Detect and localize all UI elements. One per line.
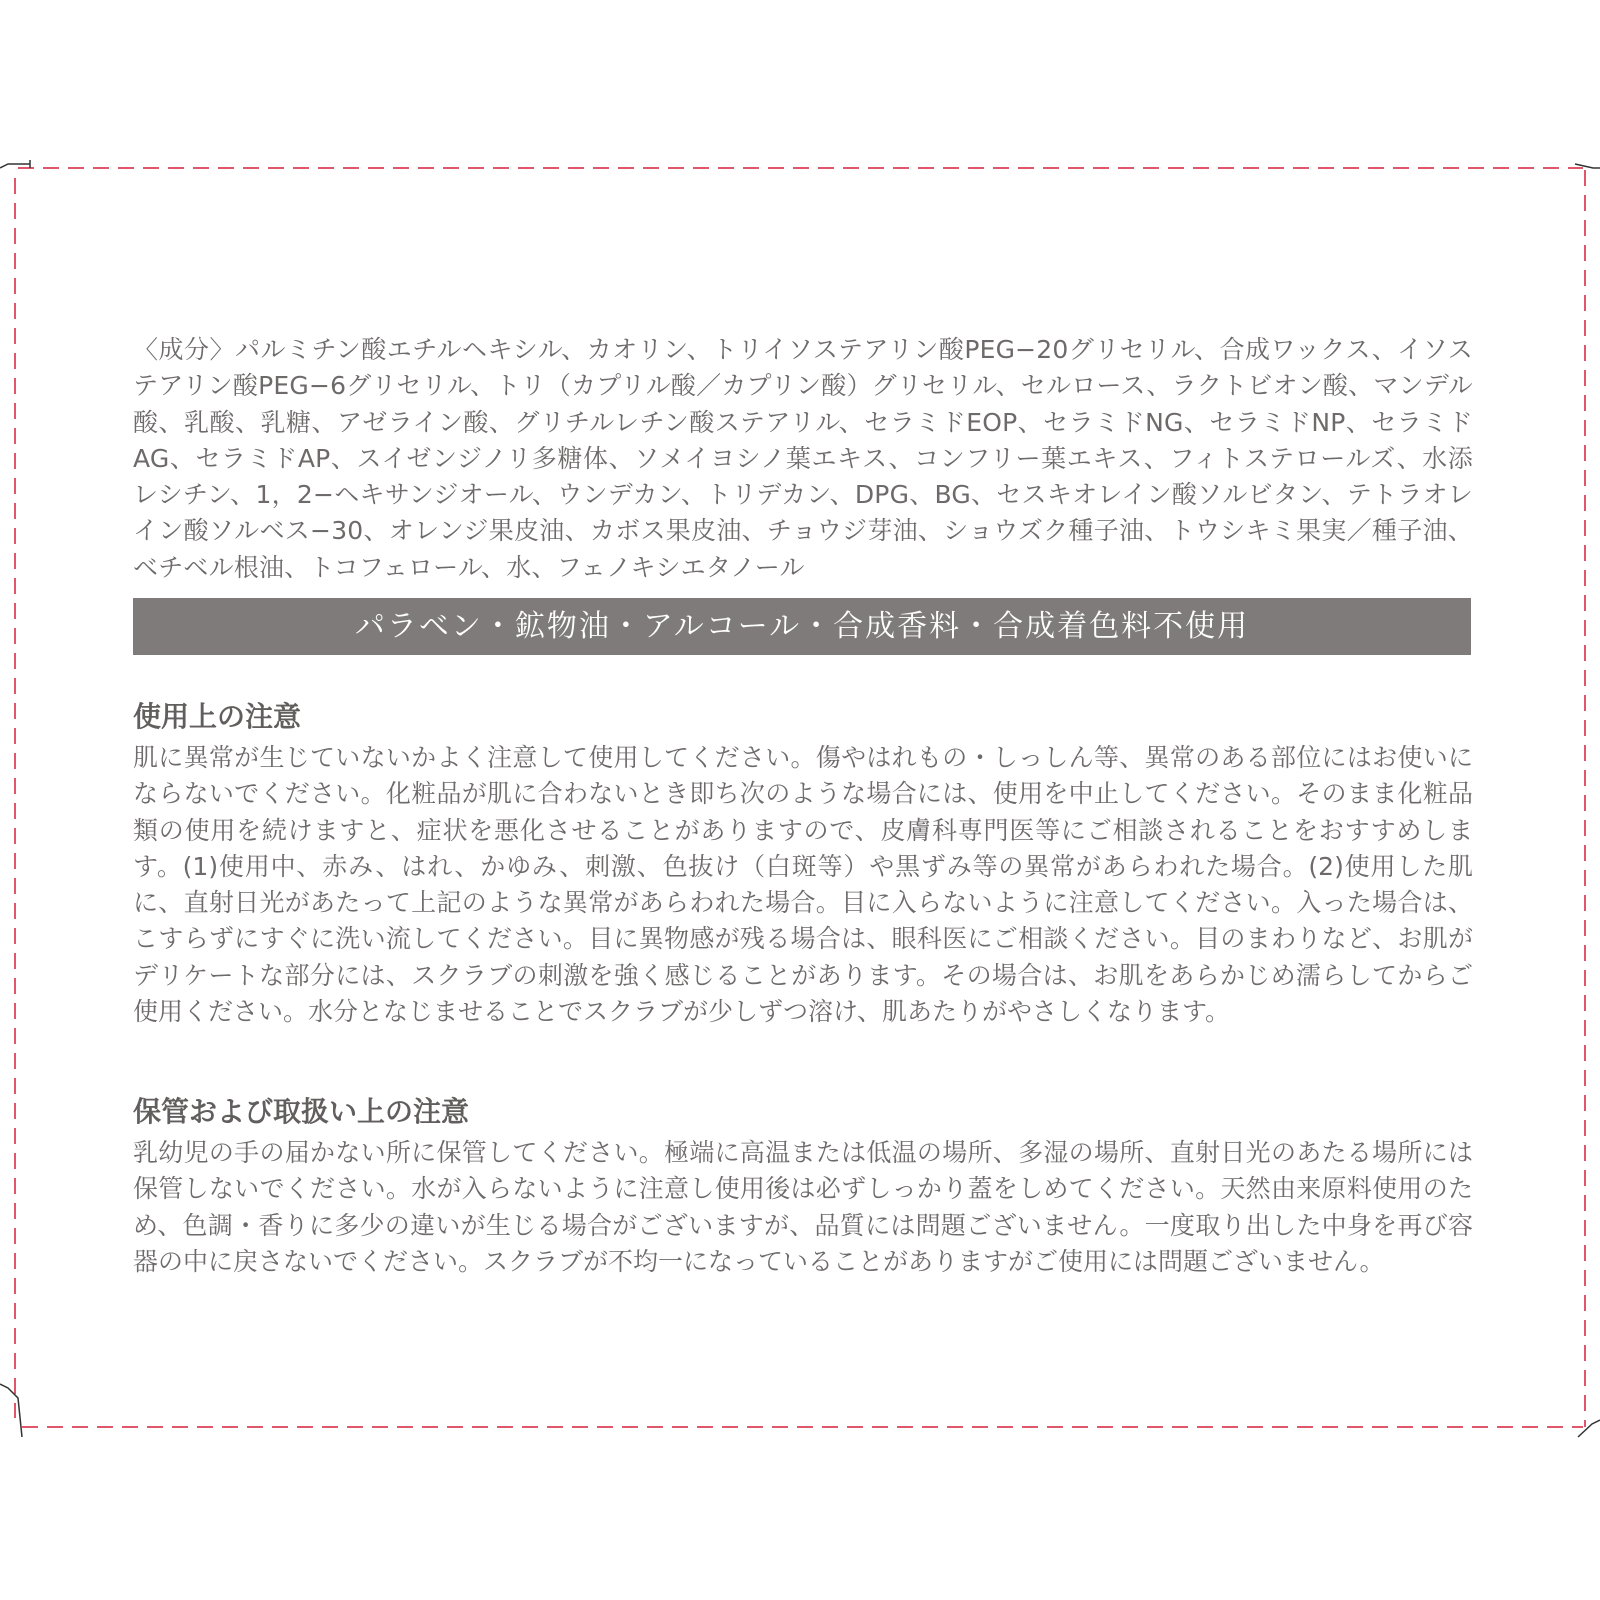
storage-caution-title: 保管および取扱い上の注意 [133, 1095, 470, 1128]
usage-caution-body: 肌に異常が生じていないかよく注意して使用してください。傷やはれもの・しっしん等、異常のある部位にはお使いにならないでください。化粧品が肌に合わないとき即ち次のような場合には、使用を中止してください。そのまま化粧品類の使用を続けますと、症状を悪化させることがありますので、皮膚科専門医等にご相談されることをおすすめします。(1)使用中、赤み、はれ、かゆみ、刺激、色抜け（白斑等）や黒ずみ等の異常があらわれた場合。(2)使用した肌に、直射日光があたって上記のような異常があらわれた場合。目に入らないように注意してください。入った場合は、こすらずにすぐに洗い流してください。目に異物感が残る場合は、眼科医にご相談ください。目のまわりなど、お肌がデリケートな部分には、スクラブの刺激を強く感じることがあります。その場合は、お肌をあらかじめ濡らしてからご使用ください。水分となじませることでスクラブが少しずつ溶け、肌あたりがやさしくなります。 [133, 743, 1473, 1027]
storage-caution-body: 乳幼児の手の届かない所に保管してください。極端に高温または低温の場所、多湿の場所、直射日光のあたる場所には保管しないでください。水が入らないように注意し使用後は必ずしっかり蓋をしめてください。天然由来原料使用のため、色調・香りに多少の違いが生じる場合がございますが、品質には問題ございません。一度取り出した中身を再び容器の中に戻さないでください。スクラブが不均一になっていることがありますがご使用には問題ございません。 [133, 1138, 1473, 1276]
free-from-banner: パラベン・鉱物油・アルコール・合成香料・合成着色料不使用 [133, 598, 1471, 655]
ingredients-text: 〈成分〉パルミチン酸エチルヘキシル、カオリン、トリイソステアリン酸PEG−20グリセリル、合成ワックス、イソステアリン酸PEG−6グリセリル、トリ（カプリル酸／カプリン酸）グリセリル、セルロース、ラクトビオン酸、マンデル酸、乳酸、乳糖、アゼライン酸、グリチルレチン酸ステアリル、セラミドEOP、セラミドNG、セラミドNP、セラミドAG、セラミドAP、スイゼンジノリ多糖体、ソメイヨシノ葉エキス、コンフリー葉エキス、フィトステロールズ、水添レシチン、1，2−ヘキサンジオール、ウンデカン、トリデカン、DPG、BG、セスキオレイン酸ソルビタン、テトラオレイン酸ソルベス−30、オレンジ果皮油、カボス果皮油、チョウジ芽油、ショウズク種子油、トウシキミ果実／種子油、ベチベル根油、トコフェロール、水、フェノキシエタノール [133, 335, 1473, 582]
label-content [133, 332, 1473, 1321]
usage-caution-title: 使用上の注意 [133, 700, 302, 733]
